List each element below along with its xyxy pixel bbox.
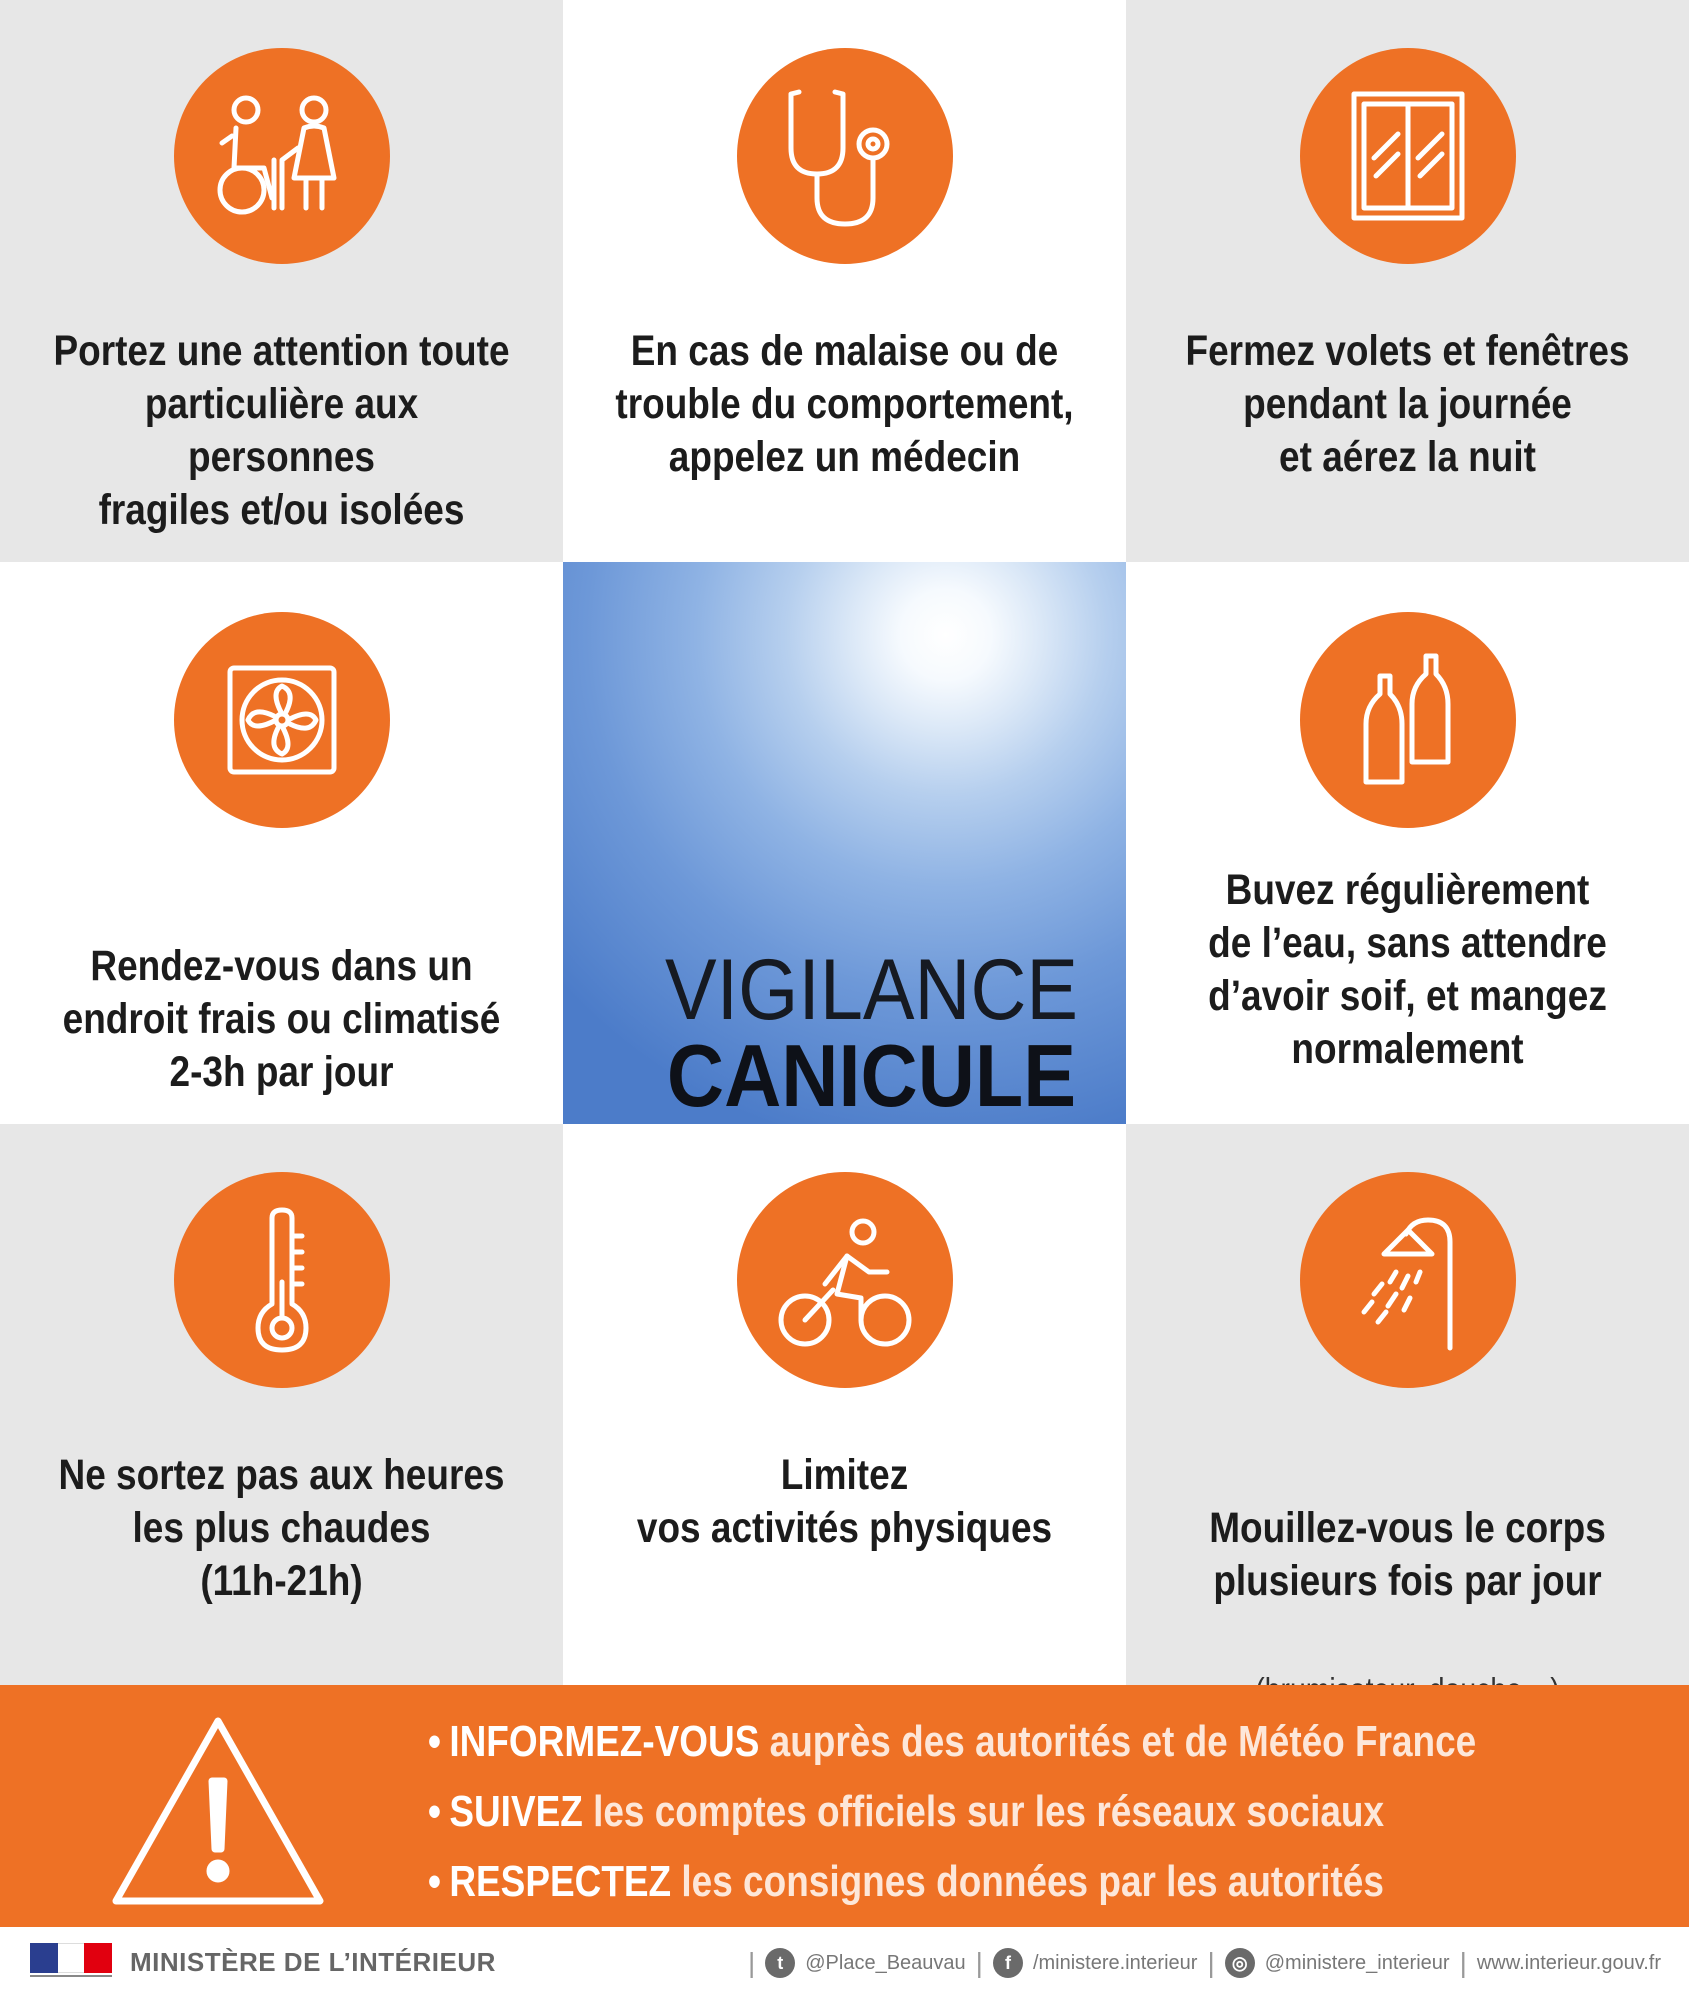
advice-item-follow-rest: les comptes officiels sur les réseaux sociaux — [582, 1787, 1385, 1836]
vigilance-canicule-sky-panel — [563, 562, 1126, 1124]
thermometer-icon — [174, 1172, 390, 1388]
fan-icon — [174, 612, 390, 828]
canicule-title: CANICULE — [666, 1026, 1077, 1124]
tip-text-drink: Buvez régulièrement de l’eau, sans attendre d’avoir soif, et mangez normalement — [1208, 866, 1607, 1073]
facebook-link[interactable]: /ministere.interieur — [1032, 1951, 1198, 1974]
vigilance-title: VIGILANCE — [665, 942, 1078, 1038]
cyclist-icon — [737, 1172, 953, 1388]
republique-francaise-logo — [30, 1943, 112, 1985]
tip-text-fragile-people: Portez une attention toute particulière aux personnes fragiles et/ou isolées — [53, 327, 510, 534]
advice-item-respect-strong: RESPECTEZ — [449, 1857, 672, 1906]
stethoscope-icon — [737, 48, 953, 264]
tip-text-windows: Fermez volets et fenêtres pendant la journée et aérez la nuit — [1185, 327, 1630, 481]
advice-item-follow-strong: SUIVEZ — [449, 1787, 583, 1836]
shower-icon — [1300, 1172, 1516, 1388]
tip-card-physical-activity — [563, 1124, 1126, 1686]
tip-text-shower-main: Mouillez-vous le corps plusieurs fois par jour — [1209, 1504, 1606, 1605]
people-wheelchair-elderly-icon — [174, 48, 390, 264]
advice-item-respect: • RESPECTEZ les consignes données par les autorités — [428, 1857, 1384, 1906]
tip-card-windows — [1126, 0, 1689, 562]
bottles-icon — [1300, 612, 1516, 828]
tip-text-shower — [1165, 1449, 1649, 1716]
social-links: | t @Place_Beauvau | f /ministere.interieur | ◎ @ministere_interieur | www.interieur.gouv.fr — [747, 1947, 1661, 1978]
advice-item-inform: • INFORMEZ-VOUS auprès des autorités et de Météo France — [428, 1717, 1477, 1766]
tip-card-hot-hours — [0, 1124, 563, 1686]
advice-item-inform-strong: INFORMEZ-VOUS — [449, 1717, 760, 1766]
tip-text-doctor: En cas de malaise ou de trouble du comportement, appelez un médecin — [615, 327, 1074, 481]
twitter-handle-link[interactable]: @Place_Beauvau — [805, 1951, 966, 1974]
window-icon — [1300, 48, 1516, 264]
advice-list — [428, 1707, 1676, 1917]
advice-banner — [0, 1685, 1689, 1927]
footer — [0, 1927, 1689, 2000]
tip-card-doctor — [563, 0, 1126, 562]
tip-card-shower — [1126, 1124, 1689, 1686]
website-link[interactable]: www.interieur.gouv.fr — [1476, 1951, 1661, 1974]
advice-item-follow: • SUIVEZ les comptes officiels sur les réseaux sociaux — [428, 1787, 1385, 1836]
tip-text-physical-activity: Limitez vos activités physiques — [636, 1451, 1053, 1552]
instagram-link[interactable]: @ministere_interieur — [1264, 1951, 1450, 1974]
tip-text-cool-place-main: Rendez-vous dans un endroit frais ou climatisé 2-3h par jour — [62, 942, 501, 1096]
advice-item-inform-rest: auprès des autorités et de Météo France — [759, 1717, 1477, 1766]
tip-card-cool-place — [0, 562, 563, 1124]
facebook-icon: f — [993, 1948, 1023, 1978]
ministry-name: MINISTÈRE DE L’INTÉRIEUR — [130, 1947, 496, 1977]
tip-card-drink — [1126, 562, 1689, 1124]
twitter-icon: t — [765, 1948, 795, 1978]
tip-card-fragile-people — [0, 0, 563, 562]
instagram-icon: ◎ — [1225, 1948, 1255, 1978]
warning-triangle-icon — [108, 1711, 328, 1911]
advice-item-respect-rest: les consignes données par les autorités — [671, 1857, 1384, 1906]
tip-text-hot-hours: Ne sortez pas aux heures les plus chaudes (11h-21h) — [58, 1451, 505, 1605]
